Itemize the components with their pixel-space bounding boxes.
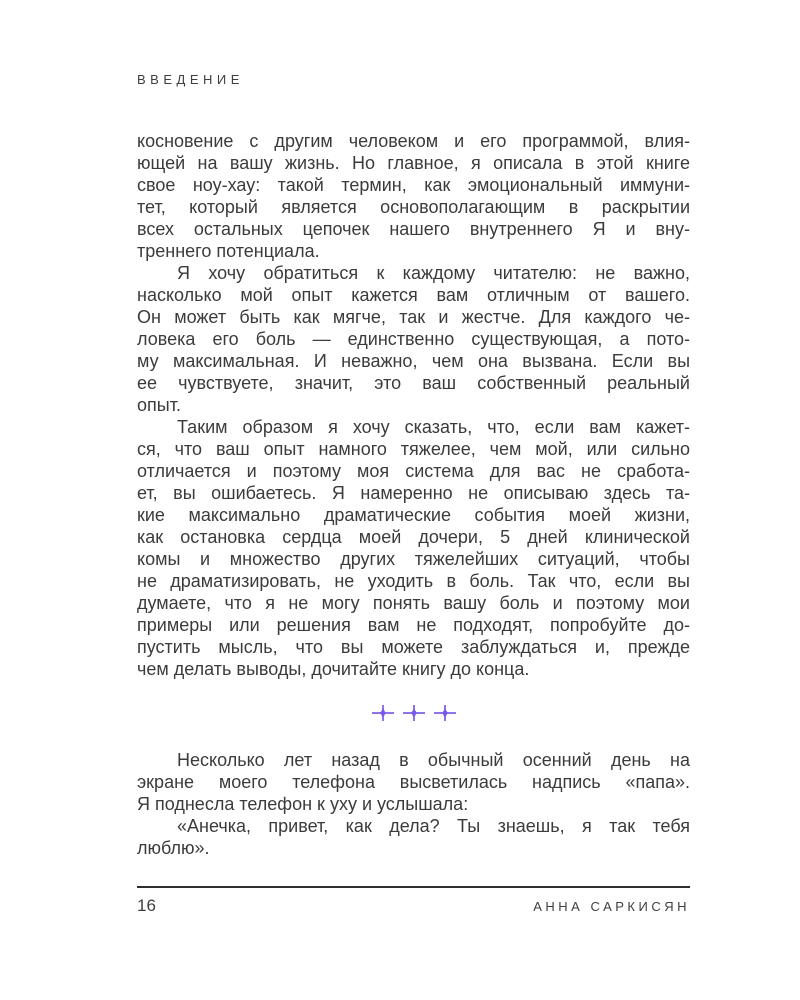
chapter-header: ВВЕДЕНИЕ xyxy=(137,72,244,87)
text-line: Я поднесла телефон к уху и услышала: xyxy=(137,794,469,814)
text-line: насколько мой опыт кажется вам отличным от вашего. xyxy=(137,285,690,305)
page-body xyxy=(137,130,690,859)
paragraph xyxy=(137,416,690,680)
page-footer xyxy=(137,886,690,916)
section-separator xyxy=(137,702,690,724)
text-line: экране моего телефона высветилась надпись «папа». xyxy=(137,772,690,792)
text-line: отличается и поэтому моя система для вас не сработа- xyxy=(137,461,690,481)
text-line: кие максимально драматические события моей жизни, xyxy=(137,505,690,525)
text-line: ее чувствуете, значит, это ваш собственный реальный xyxy=(137,373,690,393)
text-line: пустить мысль, что вы можете заблуждаться и, прежде xyxy=(137,637,690,657)
text-line: опыт. xyxy=(137,395,181,415)
footer-author: АННА САРКИСЯН xyxy=(533,899,690,914)
text-line: Я хочу обратиться к каждому читателю: не важно, xyxy=(177,263,690,283)
text-line: всех остальных цепочек нашего внутреннего Я и вну- xyxy=(137,219,690,239)
text-line: ет, вы ошибаетесь. Я намеренно не описываю здесь та- xyxy=(137,483,690,503)
text-line: не драматизировать, не уходить в боль. Так что, если вы xyxy=(137,571,690,591)
text-line: косновение с другим человеком и его программой, влия- xyxy=(137,131,690,151)
sparkle-cross-icon xyxy=(371,704,395,722)
paragraph xyxy=(137,815,690,859)
text-line: Он может быть как мягче, так и жестче. Для каждого че- xyxy=(137,307,690,327)
paragraph xyxy=(137,262,690,416)
text-line: ловека его боль — единственно существующая, а пото- xyxy=(137,329,690,349)
text-line: треннего потенциала. xyxy=(137,241,320,261)
text-line: му максимальная. И неважно, чем она вызвана. Если вы xyxy=(137,351,690,371)
sparkle-cross-icon xyxy=(433,704,457,722)
text-line: примеры или решения вам не подходят, попробуйте до- xyxy=(137,615,690,635)
text-line: Таким образом я хочу сказать, что, если вам кажет- xyxy=(177,417,690,437)
text-line: люблю». xyxy=(137,838,210,858)
text-line: как остановка сердца моей дочери, 5 дней клинической xyxy=(137,527,690,547)
text-line: комы и множество других тяжелейших ситуаций, чтобы xyxy=(137,549,690,569)
text-line: Несколько лет назад в обычный осенний день на xyxy=(177,750,690,770)
paragraph xyxy=(137,749,690,815)
text-line: чем делать выводы, дочитайте книгу до конца. xyxy=(137,659,530,679)
text-line: свое ноу-хау: такой термин, как эмоциональный иммуни- xyxy=(137,175,690,195)
text-line: тет, который является основополагающим в раскрытии xyxy=(137,197,690,217)
text-line: думаете, что я не могу понять вашу боль и поэтому мои xyxy=(137,593,690,613)
paragraph xyxy=(137,130,690,262)
text-line: ся, что ваш опыт намного тяжелее, чем мой, или сильно xyxy=(137,439,690,459)
text-line: ющей на вашу жизнь. Но главное, я описала в этой книге xyxy=(137,153,690,173)
text-line: «Анечка, привет, как дела? Ты знаешь, я так тебя xyxy=(177,816,690,836)
sparkle-cross-icon xyxy=(402,704,426,722)
page-number: 16 xyxy=(137,896,156,915)
